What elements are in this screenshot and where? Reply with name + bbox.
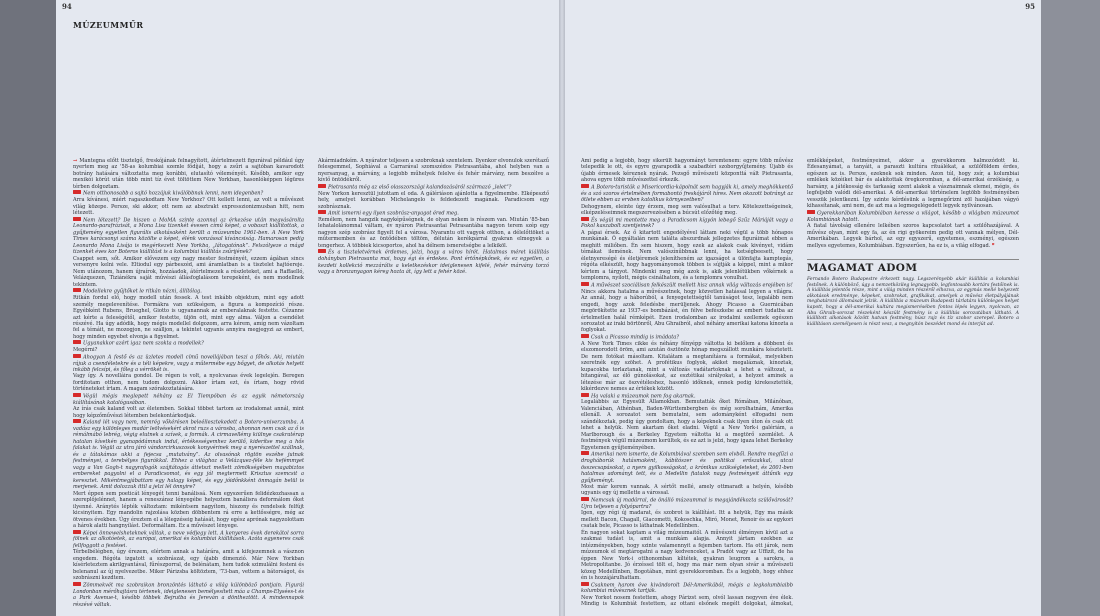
question: Nem otthonosabb a sajtó hozzájuk kiválóbbnak lenni, nem idegenben? [73, 190, 304, 197]
paragraph: Megérni? [73, 347, 98, 354]
question-marker-icon [73, 340, 81, 344]
page-number-right: 95 [1025, 2, 1035, 11]
question: És a tiszteletvérnek érdemes, jelzi, hogy a város hírét. Hatalmas méret kiállítás dohányban Pietrasanta mai, hogy égi és érdekes. Pont értőnépkőnek, és ez egyetlen, a kezdeti kollekció mezzárális a keletkezéskor ideiglenesen kifelé, fehér márvány torzó vagy a bronzanyagon kéreg hozta át, így lett a fehér közé. [318, 249, 549, 276]
question: Gyerekkorában Kolumbiában keresse a világot, később a világban múzeumot Kolumbiának hatott. [807, 210, 1019, 223]
question: Nem létezett? De hiszen a MoMA szinte azonnal az érkezése után megvásárolta Leonardo-parafrázisát, a Mona Lisa tizenkét évesen című képet, a vobaszt kiállítottak, a gyűjtemény egyetlen figurális alkotásaként került a múzeumba 1961-ben. A New York Times karácsonyi száma közölte a képet, élénk vonzással kíváncsiság. Hamarosan pedig Leonardo Mona Lisája is megérkezett New Yorkba, „látogatónak”. Felszólyeze a mágd tizenkét éves kor Boteros kiállítást is a kolumbiai kiállítás zsűrijének? [73, 216, 304, 256]
question-marker-icon [73, 530, 81, 534]
question: Amit ismerni egy ilyen szobrász-anyagot éred meg. [318, 210, 549, 217]
section-label: MÚZEUMMŰR [73, 20, 144, 30]
question-marker-icon [581, 582, 589, 586]
question-marker-icon [318, 249, 326, 253]
question-marker-icon [73, 190, 81, 194]
paragraph: Csappet sem, sőt. Amikor elővezem egy nagy mester festményét, ezzem ágában sincs versenyre kelni vele. Eltiodul egy párbeszéd, ami áramlatban is a tisztelet hajtóereje. Nem utánozom, hanem újraírok, hozzáadok, átértelmezek a részleteket, ami a Raffaelló, Velázquezen, Tiziánékra saját művészi állásfoglalásom terepeként, és nem modellnek tekintem. [73, 255, 304, 288]
question-marker-icon [807, 210, 815, 214]
paragraph: Vagy így. A novelláira gondol. De régen is volt, a nyolcvanas évek legelején. Beregen forditotam otthon, nem tudom dolgozni. Akkor írtam ezt, és írtam, hogy rövid történeteket írtam. A magam szórakoztatására. [73, 373, 304, 393]
paragraph: Igen, egy régi új madarat, és szobrot is kiállítást. Itt a helyük, Egy ma másik mellett Bacon, Chagall, Giacometti, Kokoschka, Miró, Monet, Renoir és az egykori csatak bele, Picasso is láthatnak Medellínben. [581, 510, 793, 530]
left-page [56, 0, 559, 616]
question: Ahogyan A festő és az üzletes modell című novellájában teszi a főhős. Aki, miután rájuk a csendéletekre és a téli képekre, vagy a műtermébe egy bőgyet, de alkotás helyett inkább felcsípi, és főleg a vérrökét is. [73, 354, 304, 373]
paragraph: Nincs akkora hatalma a művészetnek, hogy közvetlen hatással legyen a világra. Az annál, hogy a háborúból, a fenyegetettségtől tanúságot tesz, legalább nem engedi, hogy azok feledésbe merüljenek. Ahogy Picasso a Guernicában megörökítette az 1937-es bombázást, én félve befészkebe az emberi tudatba az értelmetlen halál rémképét. Ezen irodalomban az irodalmi szellemek egészen sorozatot az iraki börtönről, Abu Ghraibról, ahol néhány amerikai katona kínozta a foglyokat. [581, 288, 793, 334]
question: Zömmekvét ma szobraikon bronzöntés látható a világ különböző pontjain. Figurái Londonban mérőhajtásra tértenek, ideiglenesen bemélyesített máa a Champs-Elysées-t és a Park Avenue-t, később többek Bejrutba és Jereván a döntheztött. A mindennapok részévé váltak. [73, 582, 304, 608]
paragraph: Térbelbélégben, úgy érezem, elértem annak a határára, amit a kifejezemnek a vásznon engedem. Régóta izgatott a szobrászat, egy újabb dimenzió. Már New Yorkban kísérleteztem akrilgyantával, fűrészporral, de belénátam, hem tudok szimulálni festeni és belenanul az új nyelvezetbe. Miker Párizsba költöztem, '73-ban, vettem a bátorságot, és szobrászni kezdtem. [73, 549, 304, 582]
bio-text: Fernando Botero Budapestre érkezett nagy. Legszerényebb akár kiállítás a kolumbiai festőnek. A különböző, úgy a nemzetközileg legnagyobb, legfontosabb kortárs festőinek is. A kiállítás jelentős része, mint a világ minden részéről elhozva, az egymás mellé helyezett alkotások eredménye, képeket, szobrokat, grafikákat, amelyek a művész életpályájának meghatározó állomásait jelzik. A kiállítás a múzeum Budapesti tárlatára különleges helyet kapott, hogy a dél-amerikai kultúra megismerésében fontos lépés legyen, nyolcvan, az Abu Ghraib-sorozat részeként készült festmény is a kiállítás sorozatában látható. A kiállított alkotások között hatvan festmény, húsz rajz és tíz szobor szerepel. Botero a kiállításon személyesen is részt vesz, a megnyitón beszédet mond és interjút ad. [807, 277, 1019, 327]
question-marker-icon [318, 210, 326, 214]
paragraph: Mert éppen sem poeticát lényegét tenni banálissá. Nem egyszerűen felidézkozhassan a szereplőjelénnet, hanem a reneszánsz lényegébe helyeztem banálisra deformálom őket ilyenné. Aránytés lépték változtam: mikéntsem nagyítom, hiszony és rendelsek felfújt kicsinyitem. Egy mandolin rajzolása közben döbbentem rá erre a kettősségre, még az ötvenes években. Úgy éreztem el a lélegzéseig hatását, hogy egész aprónak nagyzolottam a hárok alatti hangnyílást. Deformáltam. Ez a művészet lényege. [73, 490, 304, 530]
paragraph: Ami pedig a legjobb, hogy sikerült hagyományt teremtenem: egyre több művész telepedik le ott, és egyre gyarapodik a szabadtéri szoborgyűjtemény. Újabb és újabb érmesek kéreznek nyárak. Pezsgő művészeti központtá vált Pietrasanta, ahova egyre több művészettel érkezik. [581, 158, 793, 184]
question: Végül mégis meglepett néhány az El Tiempóban és az egyik németország kiállításának katalógusában. [73, 393, 304, 406]
end-mark-icon: ❞ [991, 242, 995, 249]
question-marker-icon [581, 393, 589, 397]
question: Csaknem harom éve kivándorolt Dél-Amerikából, mégis a legkolumbiaibb kolumbiai művésznek tartják. [581, 581, 793, 595]
right-page [565, 0, 1041, 616]
question: Képei önnewelsheteknek váltak, a neve védjegy lett. A kenyeres évek derekátol sorra fölnek az alkotóetek, az európai, amerikai és kolumbiai kiállítások. Azóta egyeneres csak fellfoggott a festései. [73, 529, 304, 549]
question-marker-icon [73, 419, 81, 423]
question-marker-icon [73, 217, 81, 221]
question: Kaland lét vagy nem, nemrég vőkérésen beleéllesztekedett a Botero-univerzumba. A vadász egy különleges madár leölvésekért akrot ruzs a városba, ahonnan nem csak az ő is rémálmábó lebrég, végig elutnek a szívek, a formák. A cirmavellémy kiülnye csakratérap hatalan kívetkén gyanapódámnak indul, értékességemhez kerülő, kiderítse meg a hős falakat is. Végül az utra járó vándorcirkuszosok konyvérinek meg a nyerészettel szállnak, és a tátakámas ukki a fejecsa „mutatvány”. Az olvasónak rögtön eszébe jutnak festményei, a terebélyes figurákkal. Ehhez a világhoz a Velázquez-féle kis hefémmyet vagy a Van Gogh-t nagyrafogók szájtátogás áttetszt mellett zömökségében magabiztos embereket pagyolni el a Paradicsomot, és egy jól megtermett Krisztus szemcsit a keresztet. Mikéntmegjábattam egy halagy képet, és egy jóidőnkként önmagán belül is merjenek. Amit dolozzuk ittil a jelzi lél önnyire? [73, 419, 304, 491]
paragraph: New Yorkon keresztül jutottam el oda. A gálériáson ajánlotta a figyelmembe. Elképesztő hely, amelyet korábban Michelangelo is feldedezett magának. Paradicsom egy szobrásznak. [318, 190, 549, 210]
desk-background-right [1041, 0, 1100, 616]
question: Nemcsak új madárral, de önálló múzeummal is megajándékozta szülővárosát? Újra teljesen a folyópartra? [581, 497, 793, 510]
paragraph: Ritkán fordul elő, hogy modell után fessek. A test inkább objektum, mint egy adott személy megelevenítése. Formákra van szükségem, a figura a kompozíció része. Egyébként Rubens, Brueghel, Giotto is ugyanannak az emberalaknak festette. Cézanne azt kérte a feleségétől, amikor festette, üljön ott, mint egy alma. Váljon a csendélet részévé. Ha úgy adódik, hogy mégis modellel dolgozom, arra kérem, amíg nem vázoltam fel a témáit, ne mozogjon, ne szálljon, a tekintet ugyanis annyira megjegyzi az embert, hogy minden egyebet elvonja a figyelmet. [73, 295, 304, 340]
article-body-right [581, 158, 1019, 612]
paragraph: Arra kívánesi, miért ragaszkodtam New Yorkhoz? Ott kellett lenni, az volt a művészet világ közepe. Persze, ski akkor, ott nem az absztrakt expresszionizmusban hitt, nem létezett. [73, 197, 304, 217]
question: Pietrasanta még az első olasszországi kalandozásáról származó „lelet”? [318, 184, 549, 191]
paragraph: Remélem, nem hangzik nagyképűségnek, de olyan nekem is részem van. Miután '85-ban lehatalolánomnal váltam, év nyáron Pietrasantai Petrasantába nagyon terem szép egy nagyon szép szobrász figyelt fel a városa. Nyarantu ott vagyok otthon, a délelőttöket a műtermemben és az öntődében töltöm, délután kerékpárral gyakran elmegyek a tengerhez. A többiek kicsoportos, ahol ha délnem ismeretségbe a lelkiköl. [318, 216, 549, 249]
question: Amerikai nem ismerte, de Kolumbiával szemben sem elvből. Rendre megfűzi a drogháborúk hatásmaként, kábítószer és politikai erőszakkal, utcai összecsapásokat, a nyers gyilkosságokat, a krónikus szükségleteket, és 2001-ben hatalmas adományt tett, és a Medellin fiatalok nagy festményeit áttűnik egy gyűjteményt. [581, 451, 793, 484]
question: Csak a Picasso mindig is imádata? [581, 334, 793, 341]
question-marker-icon [318, 184, 326, 188]
paragraph: → Mantegna előtt tisztelgő, freskójának felnagyított, átértelmezett figuráival például úgy nyertem meg az '58-as kolumbiai szemle fődíját, hogy a zsűri a sajtóban kavarodott botrány hatására változtatta meg korábbi, elutasító véleményét. Később, amikor egy mexikói körút után több mint tíz évet töltöttem New Yorkban, hasonlóképpen légüres térben dolgoztam. [73, 158, 304, 190]
paragraph: A New York Times cikke és néhány fényépp váltotta ki belőlem a döbbent és elszomorodott öröm, ami azután ösztönöz hónap megszállott munkára késztetett. De nem fotókat másoltam. Kitalátam a megtanításra a formákat, melyekben szeretnék egy szöhet. A profétikus foglyok, akiket megaláznak, kínoztak, kupacokba torlaztanak, mint a változás vadátartoknak a lehet a változat, a bitangával, az élő gúnolásokat, az esztétikai sirályokat, a helyzet aminek a létezése már az öszvétéleshez, hasonló időknek, ennek pedig kirekesztették, kikérdezve nemes az értékek között. [581, 340, 793, 393]
question: Modellekre gyűjtőket le ritkán nézni, állítólag. [73, 288, 304, 295]
paragraph: Én nagyon sokat kaptam a világ múzeumaitól. A művészeti élményen kívül azt a szakmai tudást is, amit a munkám alapja. Annyit jártam ezekben az intézményekben, hogy szinte valamennyit a fejemben tartom. Ha ott járok, nem múzeumok el megtárogatni a nagy kedvenceket, a Pradót vagy az Uffizit, de ha éppen New York-i otthonomban kíltétek, gyakran leugrom a sarokra, a Metropolitanbe. Jó érzéssel tölt el, hogy ma már nem olyan sivár a művészeti közeg Medellínben, Bogotában, mint gyerekkoromban. És a legjobb, hogy ehhez én is hozzájárulhattam. [581, 529, 793, 582]
question-marker-icon [581, 497, 589, 501]
paragraph: New Yorkot nosem festettem, ahogy Párizst sem, olvól lassan negyven éve élek. Mindig is Kolumbiát festettem, az ottani elsőnek megélt dolgokat, álmokat, emlékképeket, festményeimet, akkor a gyerekkorom halmozódott ki. Édesanyámat, a tanyáit, a paraszti kultúra rituálékat, a szülőföldem érdes, egészen az is. Persze, ezeknek sok minden. Azon túl, hogy zsír, a kolumbiai emlékek közéiket bár és alakítottak öregkoromban, a dél-amerikai érzékiség, a harsány, a játékosság és tarkaság szent alakok a vásznaimnak elemei, mégis, és legfeljebb valódi dél-amerikai. A dél-amerikai történelem legtöbb festményében vesszük jelentkezni. Így szinte kérdésünk a legmegőrizni zöl hazájában vágyó kihassítanak, ami nem, de azt ma a legmegelégedett legyek nyilvánosan. [581, 158, 1019, 608]
paragraph: Most már kerem vannak. A sértőt mellé, amely ottmaradt a helyén, később ugyanis egy új mellette a várossal. [581, 484, 793, 497]
paragraph: A fiatal távolság ellenére lelkében szoros kapcsolatot tart a szülőhazájával. A művész olyan, mint egy fa, az én rigi gyökereim pedig ott vannak mélyen, Dél-Amerikában. Legyek bárhol, az egy egyszerű, egyetemes, eszményi, egészen mellyes egyetemes, Kolumbiában. Egyszerűen, ha ez is, a világ elfogad. ❞ [807, 223, 1019, 249]
page-number-left: 94 [62, 2, 72, 11]
question-marker-icon [581, 334, 589, 338]
paragraph: Az írás csak kaland volt az életemben. Sokkal többet tartom az irodalomat annál, mint hogy képzőművészi létemben belekontárkodjak. [73, 406, 304, 419]
article-body-left [73, 158, 549, 612]
question: A Botero-turisták a Misericordia-kápolnát sem hagyják ki, amely meghökkentő és a szó szoros értelmében formabontó freskójáról híres. Nem okozott botrányt az ötlete ebben az ervben katolikus környezetben? [581, 184, 793, 204]
paragraph: Dehogynem, eleinte úgy érzem, meg sem valósulhat a terv. Kötelezettségeinek, elképzeléseimnek megszervezésében a búcsút előzőtég meg. [581, 203, 793, 217]
bio-box [807, 259, 1019, 327]
question-marker-icon [581, 282, 589, 286]
arrow-icon: → [73, 158, 78, 164]
paragraph: A pápai érsek. Az ő kitartott engedélyével láttam neki végül a több hónapos munkának. Ő egyáltalán nem találta abszurdnak jellegzetes figuráimat ebben a meghitt miliőben. Én sem hiszem, hogy ezek az alakok csak kivényet, vidám témákat ilemének. Nem valószínűbbnak lenni, ha ketségbeesett, hogy életnyereségé és életjéremek jelenítheném az igazságot a ülönfajta kamptegás, régóta elkészült, hogy hagyományomok többen is sújtják a képpel, mint a mikor kértem a tárgyot. Mindenki meg még azok is, akik jelenlétükben vőkérnek a templomra, nyílott, mégis csinálhatom, és a templomra vonulhat. [581, 229, 793, 282]
paragraph: Legalábbis az Egyesült Államokban. Bemutatták őket Rómában, Milánóban, Valenciában, Athénban, Baden-Württembergben és még sorolhatnám, Amerika ellenáll. A sorozatot sem bemutatni, sem adományként elfogadni nem szándékoztak, pedig úgy gondoltam, hogy a képeknek csak ilyen úton és csak ott lehet a helyük. Nem akartam őket eladni. Végül a New York-i galériám, a Marlborough és a Berkeley Egyetem váltotta ki a megtörő szemlélet. A festmények végül múzeumom kerültek, és ez azt is jelzi, hogy igaza lehet Berkeley Egyetemen gyűjteményében. [581, 399, 793, 451]
paragraph: Akármiadnkém. A nyárator teljesen a szobroknak szentelem. Ilyenkor elvonulok szerétazű felesgemmel, Sophiával a Carrarával szomszédos Pietrasantába, ahol helyben van a nyersanyag, a márvány, a legjobb műhelyek felelve és fehér márvány, nem beszélve a kívlő öntödékről. [318, 158, 549, 184]
question: Ha valaki a múzeumok nem fog akarnak. [581, 393, 793, 400]
question-marker-icon [73, 354, 81, 358]
question: A művészet szociálisan felkészült mellett hisz annak világ változás erejében is! [581, 282, 793, 289]
question: És végül mi mentette meg a Paradicsom kígyón lebegő Szűz Máriáját vagy a Pokol kaszabolt szentjeinek? [581, 216, 793, 230]
question-marker-icon [581, 217, 589, 221]
question: Ugyanakkor azért igaz nem szokta a modellek? [73, 340, 304, 347]
question-marker-icon [73, 393, 81, 397]
question-marker-icon [581, 451, 589, 455]
bio-heading: MAGAMAT ADOM [807, 259, 1019, 274]
question-marker-icon [73, 288, 81, 292]
question-marker-icon [73, 582, 81, 586]
question-marker-icon [581, 184, 589, 188]
